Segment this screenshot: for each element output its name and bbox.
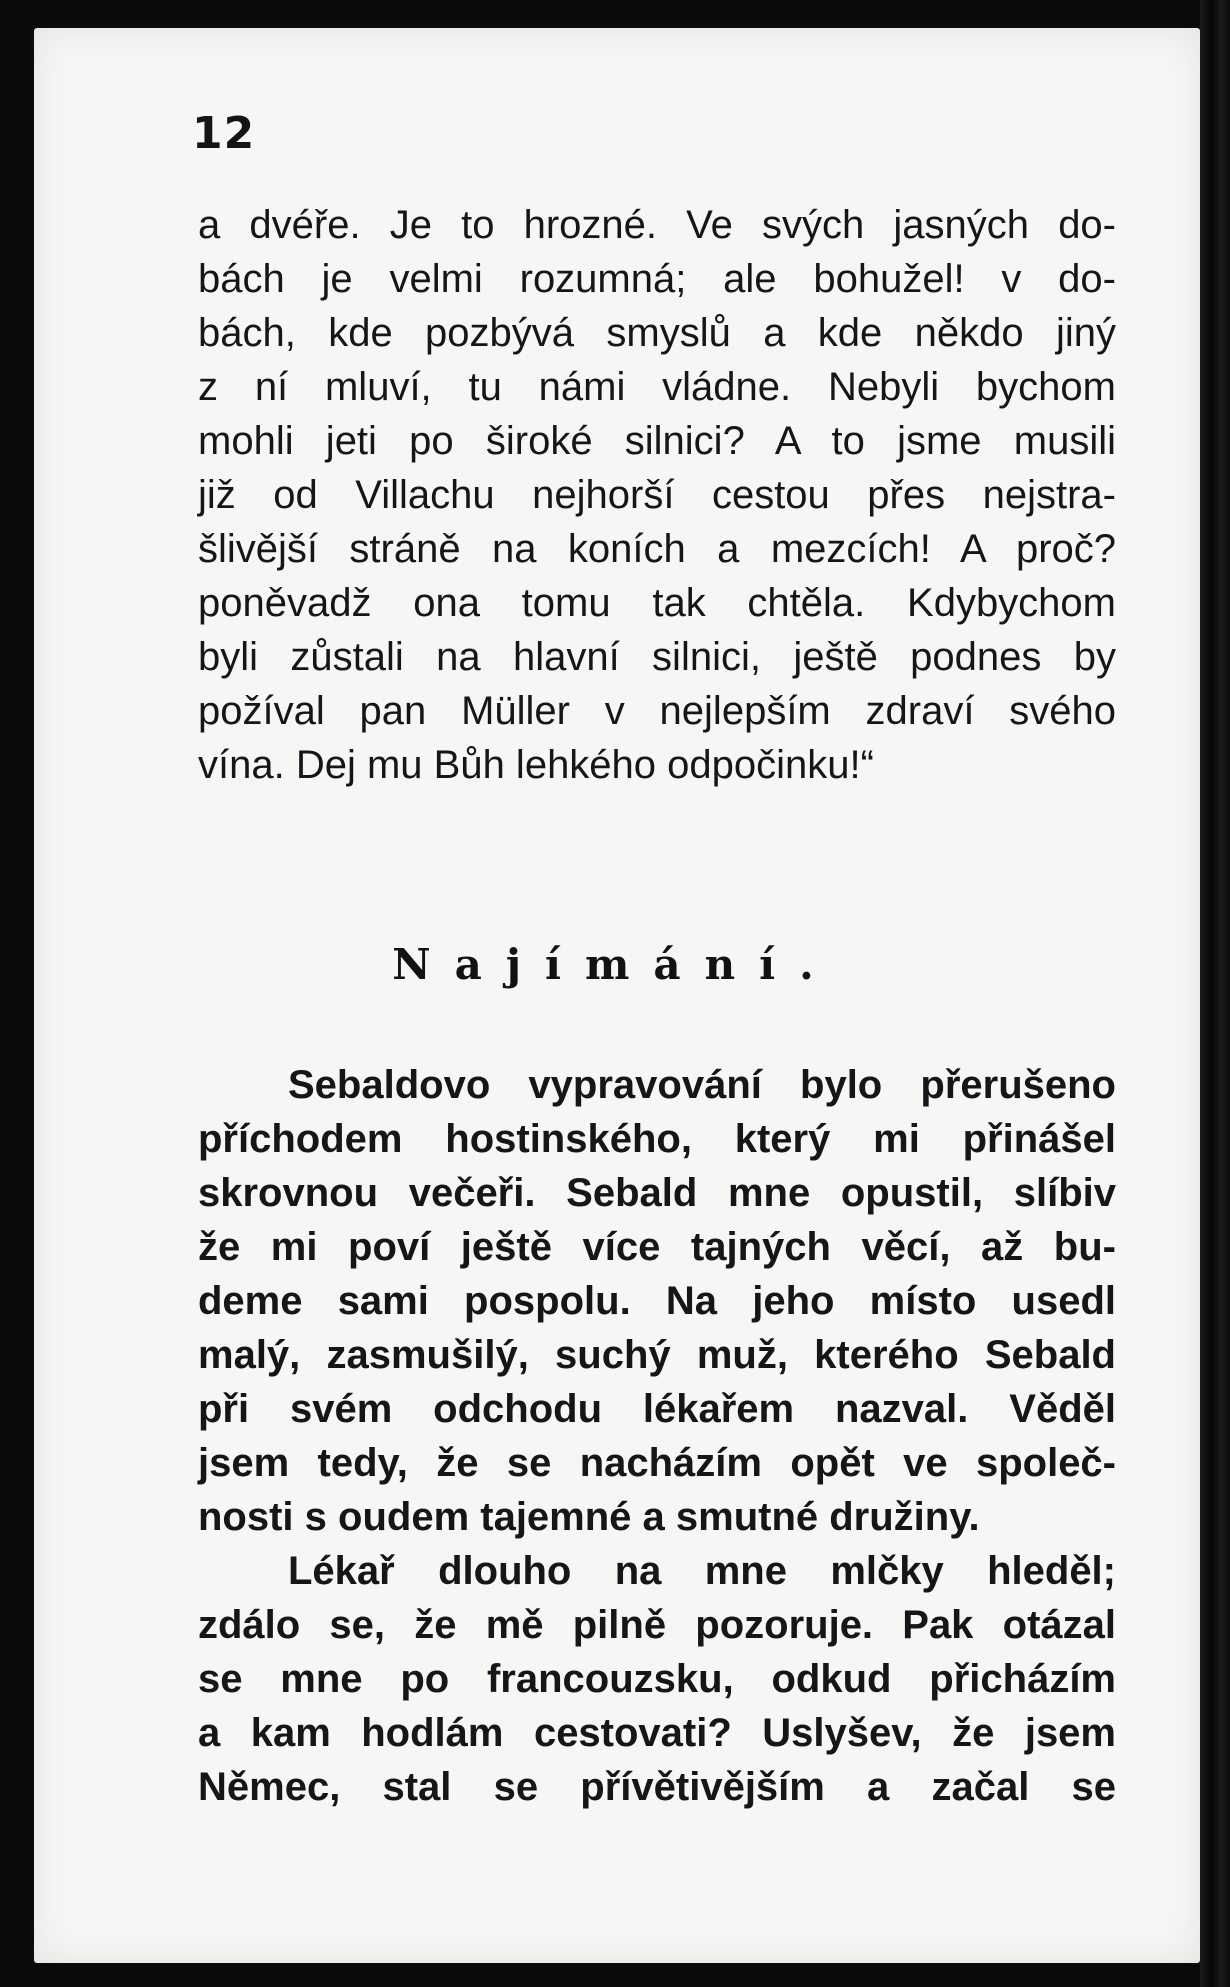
text-line: malý, zasmušilý, suchý muž, kterého Sebald [198,1333,1116,1377]
text-line: mohli jeti po široké silnici? A to jsme musili [198,419,1116,463]
text-line: příchodem hostinského, který mi přinášel [198,1117,1116,1161]
paragraph-2 [198,1058,1116,1814]
text-line: zdálo se, že mě pilně pozoruje. Pak otázal [198,1603,1116,1647]
text-line: se mne po francouzsku, odkud přicházím [198,1657,1116,1701]
text-line: při svém odchodu lékařem nazval. Věděl [198,1387,1116,1431]
text-line: nosti s oudem tajemné a smutné družiny. [198,1495,980,1539]
page-edge-shadow [1200,0,1230,1987]
text-line: bách, kde pozbývá smyslů a kde někdo jiný [198,311,1116,355]
section-heading: Najímání. [392,940,838,989]
text-line: a kam hodlám cestovati? Uslyšev, že jsem [198,1711,1116,1755]
text-line: Lékař dlouho na mne mlčky hleděl; [288,1549,1116,1593]
text-line: z ní mluví, tu námi vládne. Nebyli bychom [198,365,1116,409]
text-line: Němec, stal se přívětivějším a začal se [198,1765,1116,1809]
text-line: a dvéře. Je to hrozné. Ve svých jasných do- [198,203,1116,247]
text-line: požíval pan Müller v nejlepším zdraví svého [198,689,1116,733]
text-line: poněvadž ona tomu tak chtěla. Kdybychom [198,581,1116,625]
page-number: 12 [192,108,256,159]
text-line: byli zůstali na hlavní silnici, ještě podnes by [198,635,1116,679]
paragraph-1 [198,198,1116,792]
text-line: vína. Dej mu Bůh lehkého odpočinku!“ [198,743,874,787]
text-line: skrovnou večeři. Sebald mne opustil, slíbiv [198,1171,1116,1215]
text-line: jsem tedy, že se nacházím opět ve společ- [198,1441,1116,1485]
text-line: že mi poví ještě více tajných věcí, až bu- [198,1225,1116,1269]
text-line: Sebaldovo vypravování bylo přerušeno [288,1063,1116,1107]
text-line: deme sami pospolu. Na jeho místo usedl [198,1279,1116,1323]
text-line: šlivější stráně na koních a mezcích! A proč? [198,527,1116,571]
text-line: již od Villachu nejhorší cestou přes nejstra- [198,473,1116,517]
text-line: bách je velmi rozumná; ale bohužel! v do- [198,257,1116,301]
